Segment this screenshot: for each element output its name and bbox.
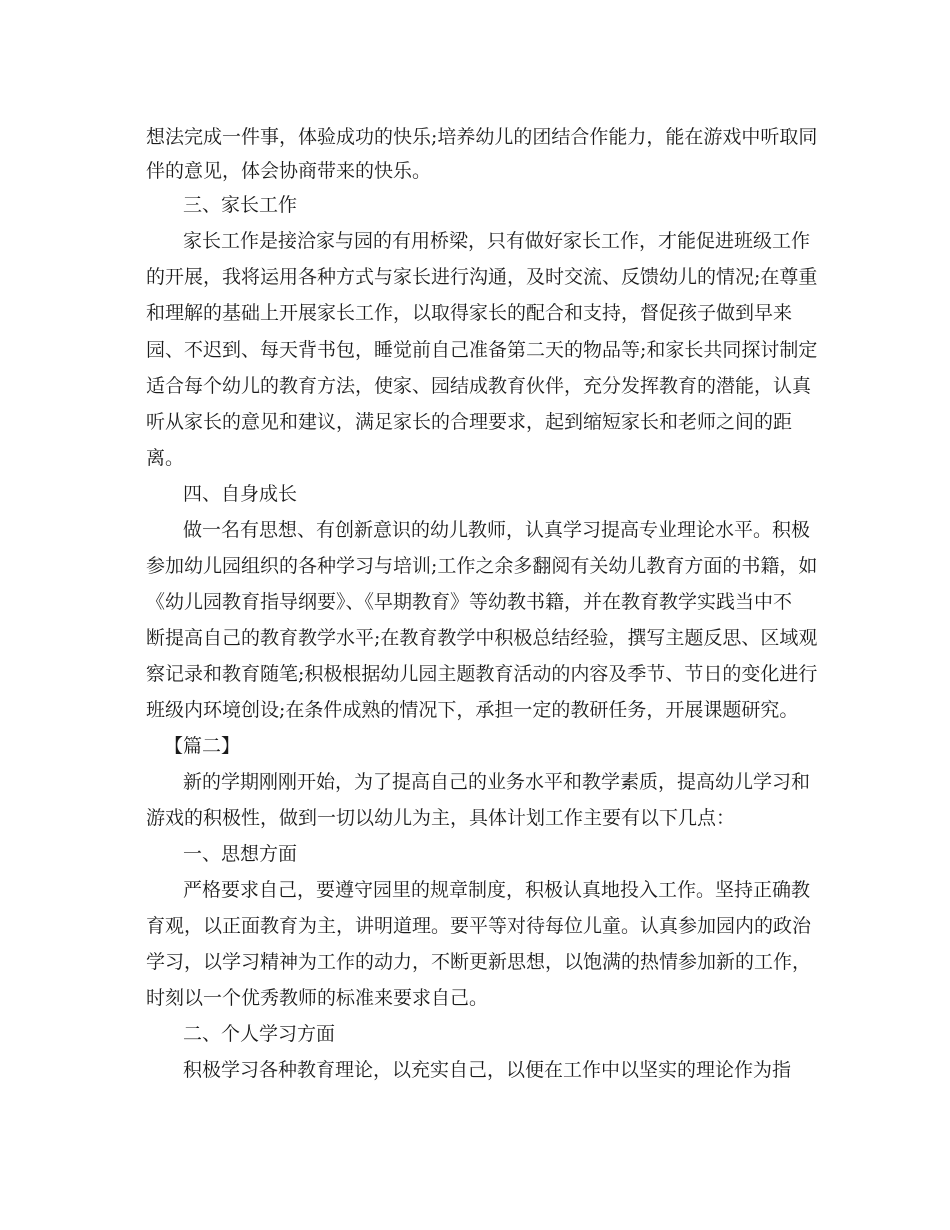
text-line: 新的学期刚刚开始，为了提高自己的业务水平和教学素质，提高幼儿学习和 — [183, 771, 811, 793]
section-heading: 一、思想方面 — [183, 843, 298, 865]
text-line: 察记录和教育随笔;积极根据幼儿园主题教育活动的内容及季节、节日的变化进行 — [146, 663, 818, 685]
section-heading: 四、自身成长 — [183, 483, 298, 505]
text-line: 育观，以正面教育为主，讲明道理。要平等对待每位儿童。认真参加园内的政治 — [146, 915, 812, 937]
text-line: 适合每个幼儿的教育方法，使家、园结成教育伙伴，充分发挥教育的潜能，认真 — [146, 375, 812, 397]
text-line: 离。 — [146, 447, 185, 469]
text-line: 学习，以学习精神为工作的动力，不断更新思想，以饱满的热情参加新的工作， — [146, 951, 812, 973]
text-line: 想法完成一件事，体验成功的快乐;培养幼儿的团结合作能力，能在游戏中听取同 — [146, 126, 818, 148]
text-line: 听从家长的意见和建议，满足家长的合理要求，起到缩短家长和老师之间的距 — [146, 411, 793, 433]
section-heading: 二、个人学习方面 — [183, 1023, 336, 1045]
text-line: 的开展，我将运用各种方式与家长进行沟通，及时交流、反馈幼儿的情况;在尊重 — [146, 266, 818, 288]
text-line: 伴的意见，体会协商带来的快乐。 — [146, 160, 432, 182]
text-line: 积极学习各种教育理论，以充实自己，以便在工作中以坚实的理论作为指 — [183, 1059, 792, 1081]
text-line: 做一名有思想、有创新意识的幼儿教师，认真学习提高专业理论水平。积极 — [183, 519, 811, 541]
text-line: 和理解的基础上开展家长工作，以取得家长的配合和支持，督促孩子做到早来 — [146, 302, 793, 324]
text-line: 严格要求自己，要遵守园里的规章制度，积极认真地投入工作。坚持正确教 — [183, 879, 811, 901]
part-heading: 【篇二】 — [164, 735, 241, 757]
text-line: 断提高自己的教育教学水平;在教育教学中积极总结经验，撰写主题反思、区域观 — [146, 627, 818, 649]
text-line: 班级内环境创设;在条件成熟的情况下，承担一定的教研任务，开展课题研究。 — [146, 699, 799, 721]
section-heading: 三、家长工作 — [183, 194, 298, 216]
text-line: 园、不迟到、每天背书包，睡觉前自己准备第二天的物品等;和家长共同探讨制定 — [146, 339, 818, 361]
text-line: 参加幼儿园组织的各种学习与培训;工作之余多翻阅有关幼儿教育方面的书籍，如 — [146, 555, 818, 577]
text-line: 时刻以一个优秀教师的标准来要求自己。 — [146, 987, 489, 1009]
text-line: 家长工作是接洽家与园的有用桥梁，只有做好家长工作，才能促进班级工作 — [183, 230, 811, 252]
text-line: 游戏的积极性，做到一切以幼儿为主，具体计划工作主要有以下几点： — [146, 807, 736, 829]
text-line: 《幼儿园教育指导纲要》、《早期教育》等幼教书籍，并在教育教学实践当中不 — [146, 591, 793, 613]
